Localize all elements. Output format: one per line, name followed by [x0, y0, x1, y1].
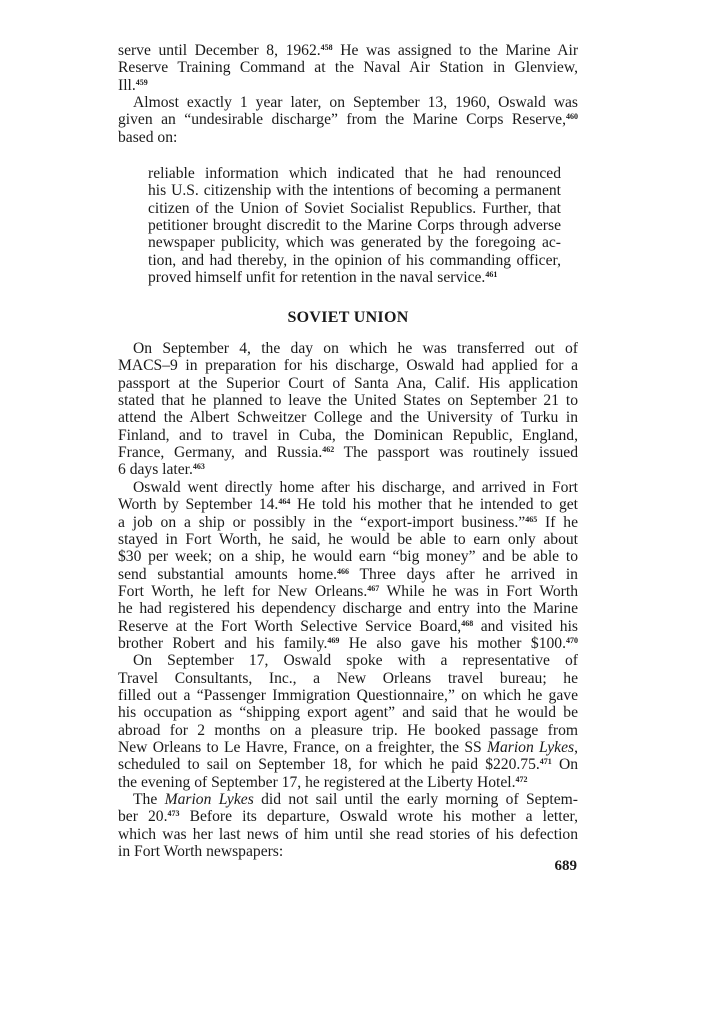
text-line	[118, 843, 578, 860]
text-line	[118, 375, 578, 392]
text-segment: MACS–9 in preparation for his discharge, Oswald had applied for a	[118, 357, 578, 375]
text-line	[133, 94, 578, 111]
text-segment: given an “undesirable discharge” from the Marine Corps Reserve,	[118, 111, 566, 129]
text-segment: Fort Worth, he left for New Orleans.	[118, 582, 368, 600]
text-segment: Reserve Training Command at the Naval Air Station in Glenview,	[118, 59, 578, 77]
section-heading: SOVIET UNION	[287, 309, 409, 326]
text-line	[118, 670, 578, 687]
text-line	[118, 774, 578, 791]
quote-line	[148, 269, 561, 286]
text-segment: serve until December 8, 1962.	[118, 42, 321, 59]
italic-text: Marion Lykes	[164, 791, 254, 809]
text-segment: New Orleans to Le Havre, France, on a freighter, the SS	[118, 739, 487, 757]
footnote-ref: 460	[566, 112, 578, 122]
text-segment: stated that he planned to leave the United States on September 21 to	[118, 392, 578, 410]
text-segment: The	[133, 791, 165, 809]
text-segment: in Fort Worth newspapers:	[118, 843, 284, 861]
text-segment: proved himself unfit for retention in the naval service.	[148, 269, 486, 287]
text-segment: France, Germany, and Russia.	[118, 444, 323, 462]
page-number: 689	[554, 858, 577, 874]
text-segment: his U.S. citizenship with the intentions of becoming a permanent	[148, 182, 561, 200]
text-segment: stayed in Fort Worth, he said, he would be able to earn only about	[118, 530, 578, 548]
quote-line	[148, 182, 561, 199]
text-line	[118, 687, 578, 704]
footnote-ref: 466	[337, 566, 350, 576]
text-segment: ,	[574, 739, 578, 757]
text-line	[118, 111, 578, 128]
text-segment: On September 4, the day on which he was transferred out of	[133, 340, 578, 357]
footnote-ref: 471	[539, 757, 552, 767]
text-line	[118, 566, 578, 583]
quote-line	[148, 165, 561, 182]
footnote-ref: 459	[135, 77, 148, 87]
text-segment: did not sail until the early morning of Septem-	[253, 791, 578, 809]
footnote-ref: 468	[461, 618, 474, 628]
text-segment: Finland, and to travel in Cuba, the Dominican Republic, England,	[118, 426, 578, 444]
footnote-ref: 467	[367, 583, 380, 593]
text-segment: Reserve at the Fort Worth Selective Service Board,	[118, 617, 462, 635]
text-segment: he had registered his dependency discharge and entry into the Marine	[118, 600, 578, 618]
text-segment: If he	[537, 513, 579, 531]
footnote-ref: 473	[167, 809, 180, 819]
text-line	[118, 739, 578, 756]
text-segment: the evening of September 17, he registered at the Liberty Hotel.	[118, 773, 516, 791]
text-line	[118, 600, 578, 617]
footnote-ref: 464	[278, 497, 291, 507]
footnote-ref: 465	[525, 514, 538, 524]
text-line	[118, 59, 578, 76]
text-segment: which was her last news of him until she read stories of his defection	[118, 825, 578, 843]
text-line	[118, 704, 578, 721]
text-line	[118, 496, 578, 513]
text-segment: attend the Albert Schweitzer College and the University of Turku in	[118, 409, 578, 427]
text-line	[118, 427, 578, 444]
text-segment: Before its departure, Oswald wrote his mother a letter,	[179, 808, 578, 826]
text-segment: reliable information which indicated that he had renounced	[148, 165, 561, 182]
text-segment: scheduled to sail on September 18, for which he paid $220.75.	[118, 756, 540, 774]
text-line	[118, 514, 578, 531]
text-line	[118, 722, 578, 739]
text-segment: tion, and had thereby, in the opinion of his commanding officer,	[148, 251, 561, 269]
text-line	[118, 635, 578, 652]
footnote-ref: 458	[320, 43, 333, 52]
italic-text: Marion Lykes	[486, 739, 575, 757]
text-segment: He also gave his mother $100.	[339, 634, 566, 652]
text-line	[118, 618, 578, 635]
text-segment: ber 20.	[118, 808, 168, 826]
text-line	[118, 808, 578, 825]
quote-line	[148, 200, 561, 217]
text-segment: petitioner brought discredit to the Marine Corps through adverse	[148, 217, 561, 235]
text-segment: $30 per week; on a ship, he would earn “big money” and be able to	[118, 548, 578, 566]
text-segment: Almost exactly 1 year later, on September 13, 1960, Oswald was	[133, 94, 578, 112]
text-segment: filled out a “Passenger Immigration Questionnaire,” on which he gave	[118, 687, 578, 704]
text-segment: a job on a ship or possibly in the “export-import business.”	[118, 513, 526, 531]
text-segment: Worth by September 14.	[118, 496, 279, 514]
footnote-ref: 462	[322, 445, 335, 455]
text-line	[118, 409, 578, 426]
text-line	[133, 652, 578, 669]
text-line	[118, 444, 578, 461]
footnote-ref: 470	[566, 635, 578, 645]
text-segment: On September 17, Oswald spoke with a representative of	[133, 652, 578, 670]
text-segment: Oswald went directly home after his discharge, and arrived in Fort	[133, 478, 578, 496]
quote-line	[148, 252, 561, 269]
text-line	[118, 461, 578, 478]
text-line	[133, 479, 578, 496]
footnote-ref: 472	[515, 774, 528, 784]
quote-line	[148, 234, 561, 251]
text-line	[133, 791, 578, 808]
text-segment: abroad for 2 months on a pleasure trip. He booked passage from	[118, 721, 578, 739]
text-segment: citizen of the Union of Soviet Socialist Republics. Further, that	[148, 199, 561, 217]
text-segment: newspaper publicity, which was generated by the foregoing ac-	[148, 234, 561, 252]
text-segment: passport at the Superior Court of Santa Ana, Calif. His application	[118, 374, 578, 392]
text-line	[118, 548, 578, 565]
text-segment: 6 days later.	[118, 461, 193, 479]
text-segment: While he was in Fort Worth	[379, 582, 578, 600]
footnote-ref: 461	[485, 270, 498, 280]
text-segment: based on:	[118, 128, 178, 146]
text-line	[118, 129, 578, 146]
text-segment: send substantial amounts home.	[118, 565, 338, 583]
text-segment: and visited his	[473, 617, 578, 635]
footnote-ref: 463	[192, 462, 205, 472]
text-line	[118, 392, 578, 409]
text-segment: Ill.	[118, 76, 136, 94]
text-line	[133, 340, 578, 357]
text-line	[118, 756, 578, 773]
text-segment: He told his mother that he intended to get	[290, 496, 578, 514]
text-line	[118, 583, 578, 600]
text-segment: He was assigned to the Marine Air	[332, 42, 579, 59]
text-segment: brother Robert and his family.	[118, 634, 328, 652]
text-line	[118, 531, 578, 548]
footnote-ref: 469	[327, 635, 340, 645]
text-line	[118, 77, 578, 94]
text-line	[118, 357, 578, 374]
text-line	[118, 42, 578, 59]
text-segment: On	[551, 756, 578, 774]
quote-line	[148, 217, 561, 234]
text-line	[118, 826, 578, 843]
text-segment: Three days after he arrived in	[349, 565, 578, 583]
text-segment: The passport was routinely issued	[334, 444, 578, 462]
text-segment: his occupation as “shipping export agent” and said that he would be	[118, 704, 578, 722]
text-segment: Travel Consultants, Inc., a New Orleans travel bureau; he	[118, 669, 578, 687]
